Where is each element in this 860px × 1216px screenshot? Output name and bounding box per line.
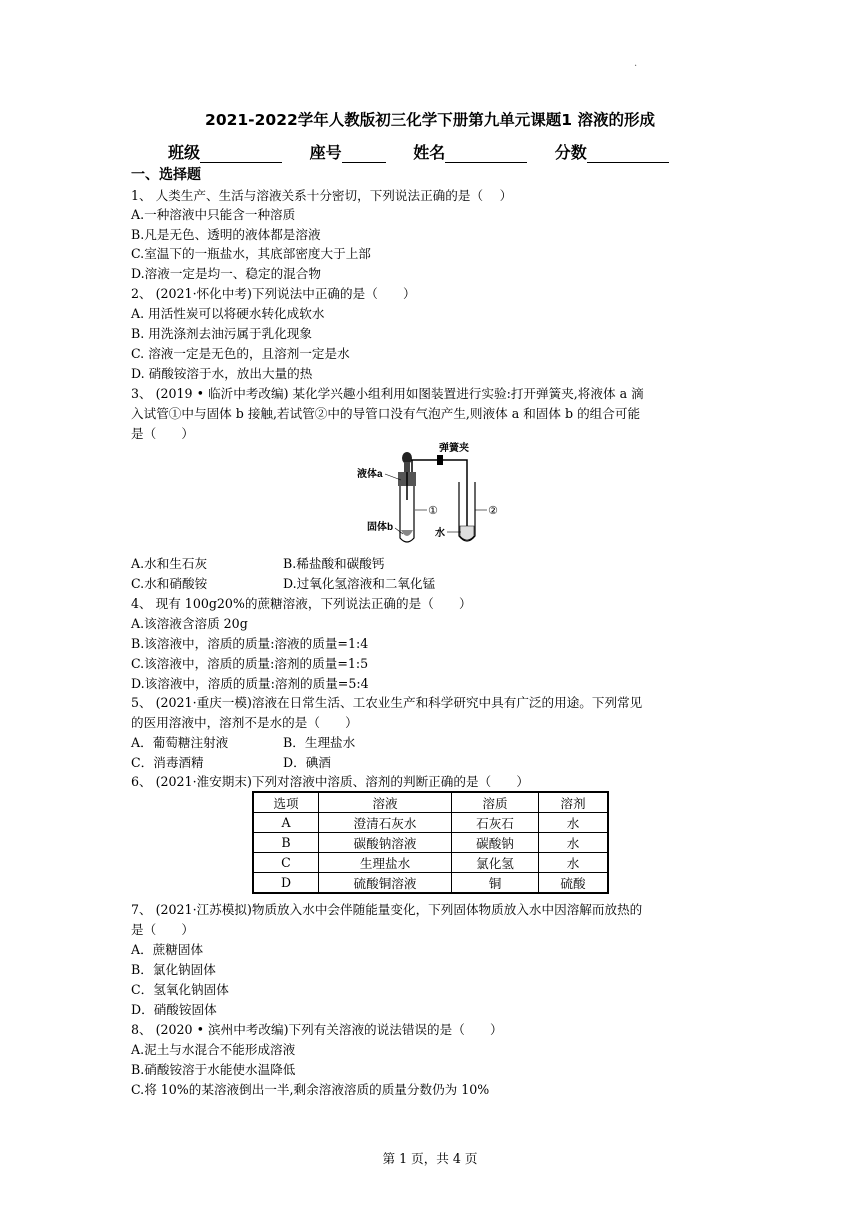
- table-cell: 澄清石灰水: [319, 813, 452, 833]
- question-4-option-c: C.该溶液中，溶质的质量:溶剂的质量=1:5: [131, 656, 369, 671]
- question-4-stem: 4、 现有 100g20%的蔗糖溶液，下列说法正确的是（ ）: [131, 596, 472, 611]
- question-7-option-d: D．硝酸铵固体: [131, 1002, 217, 1017]
- question-4-option-a: A.该溶液含溶质 20g: [131, 616, 248, 631]
- name-blank[interactable]: [445, 144, 527, 163]
- table-cell: 生理盐水: [319, 853, 452, 873]
- label-solid-b: 固体b: [367, 522, 394, 533]
- question-6-stem: 6、 (2021·淮安期末)下列对溶液中溶质、溶剂的判断正确的是（ ）: [131, 774, 529, 789]
- table-cell: 水: [539, 853, 609, 873]
- table-cell: 石灰石: [452, 813, 539, 833]
- question-1-stem: 1、 人类生产、生活与溶液关系十分密切，下列说法正确的是（ ）: [131, 188, 513, 203]
- corner-mark: .: [634, 58, 638, 69]
- section-heading: 一、选择题: [131, 167, 201, 183]
- page-footer: 第 1 页，共 4 页: [382, 1151, 478, 1166]
- question-5-option-d: D．碘酒: [283, 755, 331, 770]
- question-3-options-row-2: [131, 576, 435, 592]
- question-3-stem-line-3: 是（ ）: [131, 426, 194, 441]
- name-label: 姓名: [413, 143, 446, 162]
- table-cell: A: [253, 813, 319, 833]
- question-7-option-b: B．氯化钠固体: [131, 962, 216, 977]
- question-7-stem-line-2: 是（ ）: [131, 922, 194, 937]
- question-3-stem-line-2: 入试管①中与固体 b 接触,若试管②中的导管口没有气泡产生,则液体 a 和固体 b 的组合可能: [131, 406, 641, 421]
- question-2-stem: 2、 (2021·怀化中考)下列说法中正确的是（ ）: [131, 286, 416, 301]
- question-1-option-d: D.溶液一定是均一、稳定的混合物: [131, 266, 321, 281]
- label-tube-1: ①: [428, 504, 438, 517]
- apparatus-figure: [355, 440, 515, 550]
- question-2-option-a: A. 用活性炭可以将硬水转化成软水: [131, 306, 325, 321]
- table-cell: 铜: [452, 873, 539, 894]
- question-8-option-a: A.泥土与水混合不能形成溶液: [131, 1042, 296, 1057]
- student-info-row: [168, 140, 669, 163]
- label-clamp: 弹簧夹: [439, 443, 469, 454]
- question-1-option-c: C.室温下的一瓶盐水，其底部密度大于上部: [131, 246, 371, 261]
- table-cell: B: [253, 833, 319, 853]
- table-cell: 碳酸钠溶液: [319, 833, 452, 853]
- score-blank[interactable]: [587, 144, 669, 163]
- question-7-option-c: C．氢氧化钠固体: [131, 982, 229, 997]
- question-1-option-b: B.凡是无色、透明的液体都是溶液: [131, 227, 321, 242]
- question-8-stem: 8、 (2020 • 滨州中考改编)下列有关溶液的说法错误的是（ ）: [131, 1022, 503, 1037]
- label-water: 水: [435, 528, 445, 539]
- table-cell: 硫酸铜溶液: [319, 873, 452, 894]
- seat-blank[interactable]: [342, 144, 386, 163]
- question-5-options-row-2: [131, 755, 331, 771]
- question-7-stem-line-1: 7、 (2021·江苏模拟)物质放入水中会伴随能量变化，下列固体物质放入水中因溶解而放热的: [131, 902, 643, 917]
- score-label: 分数: [554, 143, 587, 162]
- question-3-option-d: D.过氧化氢溶液和二氧化锰: [283, 576, 436, 591]
- question-4-option-b: B.该溶液中，溶质的质量:溶液的质量=1:4: [131, 636, 369, 651]
- table-cell: 水: [539, 813, 609, 833]
- spring-clamp: [437, 455, 443, 465]
- question-3-options-row-1: [131, 556, 384, 572]
- question-2-option-d: D. 硝酸铵溶于水，放出大量的热: [131, 366, 313, 381]
- label-liquid-a: 液体a: [357, 469, 383, 480]
- question-3-option-c: C.水和硝酸铵: [131, 576, 208, 591]
- table-row: [253, 833, 608, 853]
- page-title: 2021-2022学年人教版初三化学下册第九单元课题1 溶液的形成: [205, 111, 655, 129]
- question-5-stem-line-2: 的医用溶液中，溶剂不是水的是（ ）: [131, 715, 358, 730]
- table-header-row: [253, 792, 608, 813]
- question-5-option-c: C．消毒酒精: [131, 755, 204, 770]
- question-5-option-a: A．葡萄糖注射液: [131, 735, 229, 750]
- question-3-stem-line-1: 3、 (2019 • 临沂中考改编) 某化学兴趣小组利用如图装置进行实验:打开弹簧夹,将液体 a 滴: [131, 386, 644, 401]
- class-blank[interactable]: [200, 144, 282, 163]
- question-5-option-b: B．生理盐水: [283, 735, 356, 750]
- table-header: 溶质: [452, 792, 539, 813]
- table-cell: 水: [539, 833, 609, 853]
- question-3-option-a: A.水和生石灰: [131, 556, 208, 571]
- table-row: [253, 873, 608, 894]
- table-cell: 碳酸钠: [452, 833, 539, 853]
- question-4-option-d: D.该溶液中，溶质的质量:溶剂的质量=5:4: [131, 676, 369, 691]
- question-2-option-c: C. 溶液一定是无色的，且溶剂一定是水: [131, 346, 350, 361]
- table-row: [253, 853, 608, 873]
- question-5-options-row-1: [131, 735, 355, 751]
- question-6-table: [252, 791, 609, 894]
- question-2-option-b: B. 用洗涤剂去油污属于乳化现象: [131, 326, 312, 341]
- question-7-option-a: A．蔗糖固体: [131, 942, 204, 957]
- class-label: 班级: [168, 143, 201, 162]
- question-1-option-a: A.一种溶液中只能含一种溶质: [131, 207, 296, 222]
- seat-label: 座号: [309, 143, 342, 162]
- table-cell: 硫酸: [539, 873, 609, 894]
- table-header: 溶剂: [539, 792, 609, 813]
- question-5-stem-line-1: 5、 (2021·重庆一模)溶液在日常生活、工农业生产和科学研究中具有广泛的用途。下列常见: [131, 695, 643, 710]
- question-8-option-b: B.硝酸铵溶于水能使水温降低: [131, 1062, 296, 1077]
- question-8-option-c: C.将 10%的某溶液倒出一半,剩余溶液溶质的质量分数仍为 10%: [131, 1082, 490, 1097]
- table-header: 选项: [253, 792, 319, 813]
- table-header: 溶液: [319, 792, 452, 813]
- question-3-option-b: B.稀盐酸和碳酸钙: [283, 556, 385, 571]
- table-cell: D: [253, 873, 319, 894]
- table-row: [253, 813, 608, 833]
- table-cell: 氯化氢: [452, 853, 539, 873]
- label-tube-2: ②: [488, 504, 498, 517]
- table-cell: C: [253, 853, 319, 873]
